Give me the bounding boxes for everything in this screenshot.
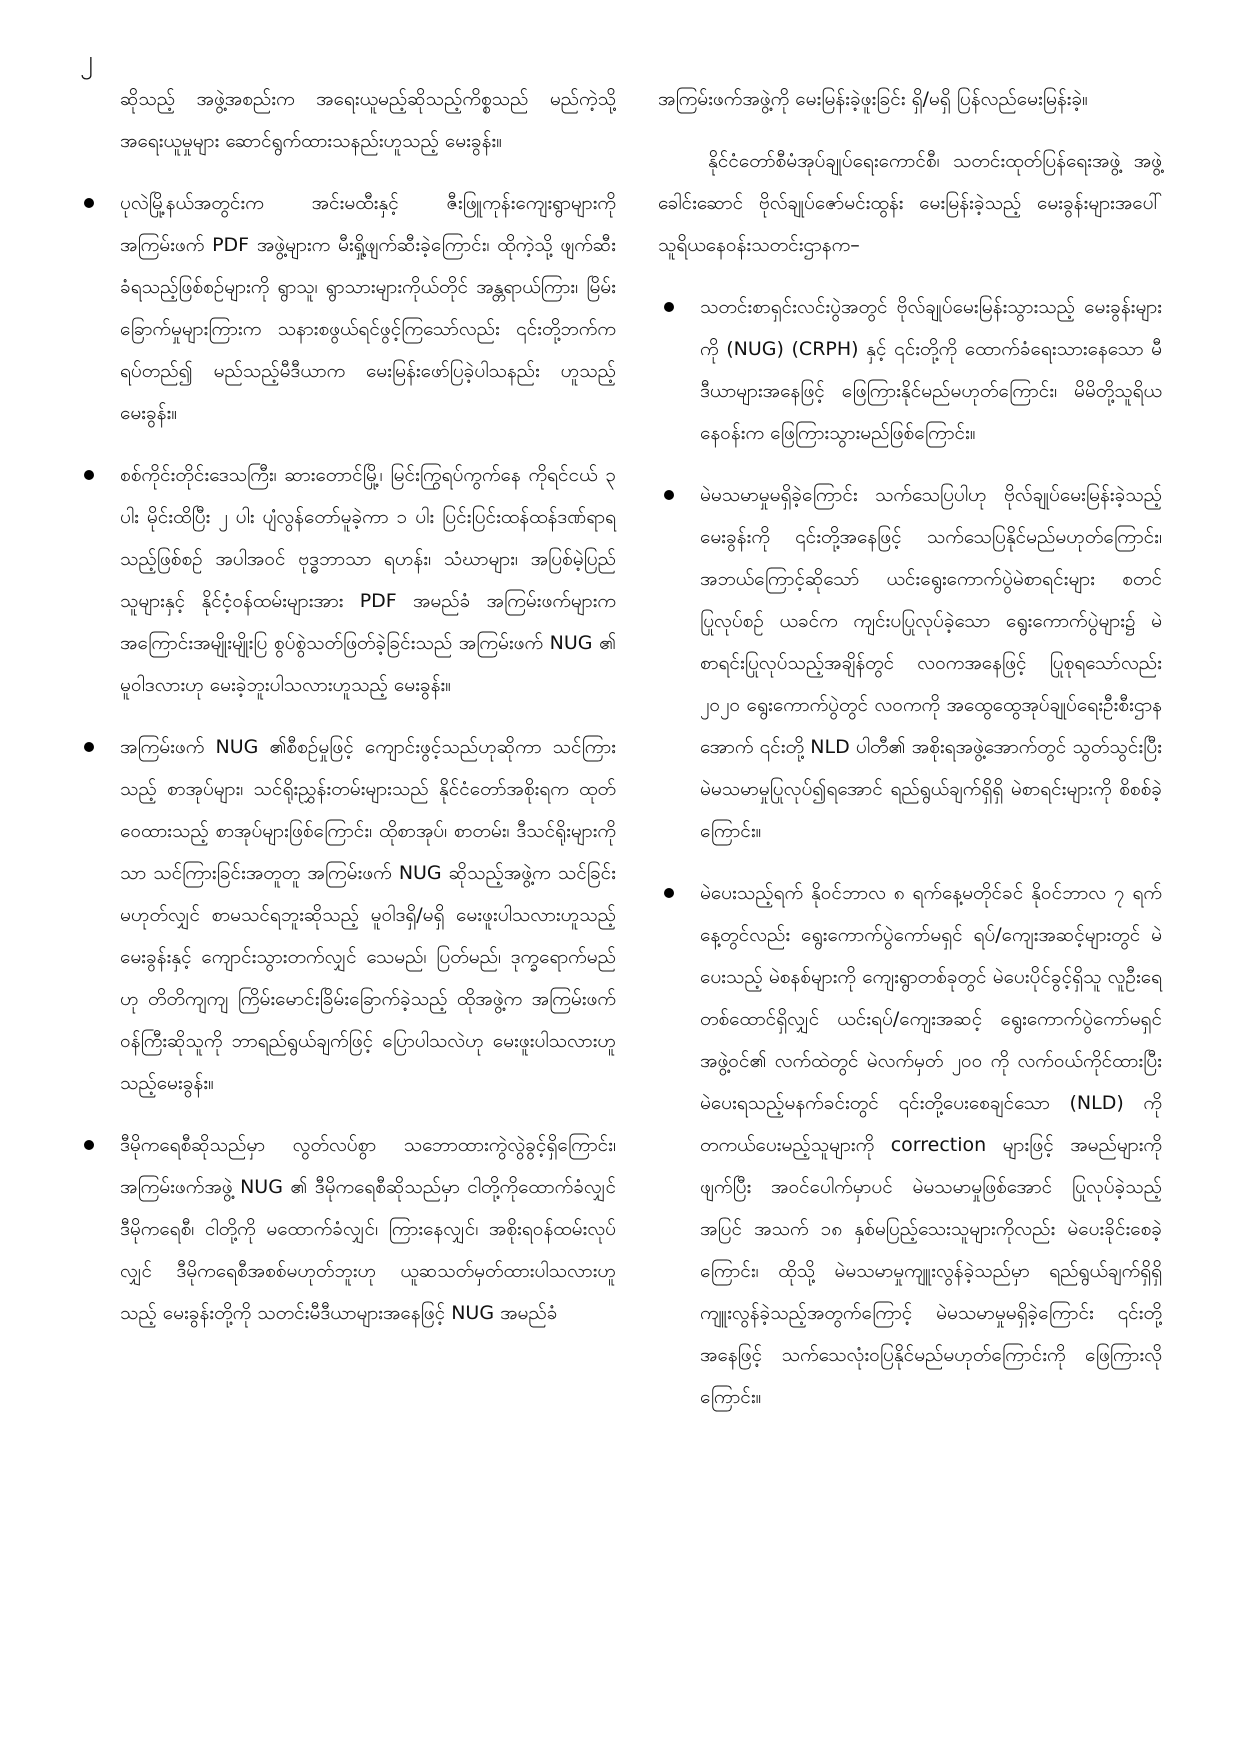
bullet-text: ဒီမိုကရေစီဆိုသည်မှာ လွတ်လပ်စွာ သဘောထားကွဲလွဲခွင့်ရှိကြောင်း၊ အကြမ်းဖက်အဖွဲ့ NUG ၏ ဒီမိုကရေစီဆိုသည်မှာ ငါတို့ကိုထောက်ခံလျှင် ဒီမိုကရေစီ၊ ငါတို့ကို မထောက်ခံလျှင်၊ ကြားနေလျှင်၊ အစိုးရဝန်ထမ်းလုပ်လျှင် ဒီမိုကရေစီအစစ်မဟုတ်ဘူးဟု ယူဆသတ်မှတ်ထားပါသလားဟူသည့် မေးခွန်းတို့ကို သတင်းမီဒီယာများအနေဖြင့် NUG အမည်ခံ [120, 1134, 616, 1324]
bullet-text: သတင်းစာရှင်းလင်းပွဲအတွင် ဗိုလ်ချုပ်မေးမြန်းသွားသည့် မေးခွန်းများကို (NUG) (CRPH) နှင့် ၎င်းတို့ကို ထောက်ခံရေးသားနေသော မီဒီယာများအနေဖြင့် ဖြေကြားနိုင်မည်မဟုတ်ကြောင်း၊ မိမိတို့သူရိယနေဝန်းက ဖြေကြားသွားမည်ဖြစ်ကြောင်း။ [700, 296, 1162, 444]
bullet-item [658, 286, 1162, 454]
bullet-text: အကြမ်းဖက် NUG ၏စီစဉ်မှုဖြင့် ကျောင်းဖွင့်သည်ဟုဆိုကာ သင်ကြားသည့် စာအုပ်များ၊ သင်ရိုးညွှန်းတမ်းများသည် နိုင်ငံတော်အစိုးရက ထုတ်ဝေထားသည့် စာအုပ်များဖြစ်ကြောင်း၊ ထိုစာအုပ်၊ စာတမ်း၊ ဒီသင်ရိုးများကိုသာ သင်ကြားခြင်းအတူတူ အကြမ်းဖက် NUG ဆိုသည့်အဖွဲ့က သင်ခြင်းမဟုတ်လျှင် စာမသင်ရဘူးဆိုသည့် မူဝါဒရှိ/မရှိ မေးဖူးပါသလားဟူသည့်မေးခွန်းနှင့် ကျောင်းသွားတက်လျှင် သေမည်၊ ပြတ်မည်၊ ဒုက္ခရောက်မည်ဟု တိတိကျကျ ကြိမ်းမောင်းခြိမ်းခြောက်ခဲ့သည့် ထိုအဖွဲ့က အကြမ်းဖက်ဝန်ကြီးဆိုသူကို ဘာရည်ရွယ်ချက်ဖြင့် ပြောပါသလဲဟု မေးဖူးပါသလားဟူသည့်မေးခွန်း။ [120, 736, 616, 1094]
right-body-paragraph: နိုင်ငံတော်စီမံအုပ်ချုပ်ရေးကောင်စီ၊ သတင်းထုတ်ပြန်ရေးအဖွဲ့ အဖွဲ့ခေါင်းဆောင် ဗိုလ်ချုပ်ဇော်မင်းထွန်း မေးမြန်းခဲ့သည့် မေးခွန်းများအပေါ် သူရိယနေဝန်းသတင်းဌာနက– [658, 150, 1162, 256]
bullet-dot-icon [84, 470, 94, 480]
bullet-dot-icon [84, 742, 94, 752]
bullet-item [78, 1124, 616, 1334]
bullet-item [658, 872, 1162, 1418]
bullet-dot-icon [84, 1140, 94, 1150]
bullet-text: စစ်ကိုင်းတိုင်းဒေသကြီး၊ ဆားတောင်မြို့၊ မြင်းကြွရပ်ကွက်နေ ကိုရင်ငယ် ၃ ပါး မိုင်းထိပြီး ၂ ပါး ပျံလွန်တော်မူခဲ့ကာ ၁ ပါး ပြင်းပြင်းထန်ထန်ဒဏ်ရာရသည့်ဖြစ်စဉ် အပါအဝင် ဗုဒ္ဓဘာသာ ရဟန်း၊ သံဃာများ၊ အပြစ်မဲ့ပြည်သူများနှင့် နိုင်ငံ့ဝန်ထမ်းများအား PDF အမည်ခံ အကြမ်းဖက်များက အကြောင်းအမျိုးမျိုးပြ စွပ်စွဲသတ်ဖြတ်ခဲ့ခြင်းသည် အကြမ်းဖက် NUG ၏ မူဝါဒလားဟု မေးခဲ့ဘူးပါသလားဟူသည့် မေးခွန်း။ [120, 464, 616, 696]
bullet-item [78, 454, 616, 706]
bullet-item [78, 726, 616, 1104]
right-column [658, 78, 1162, 1438]
bullet-text: မဲပေးသည့်ရက် နိုဝင်ဘာလ ၈ ရက်နေ့မတိုင်ခင် နိုဝင်ဘာလ ၇ ရက်နေ့တွင်လည်း ရွေးကောက်ပွဲကော်မရှင် ရပ်/ကျေးအဆင့်များတွင် မဲပေးသည့် မဲစနစ်များကို ကျေးရွာတစ်ခုတွင် မဲပေးပိုင်ခွင့်ရှိသူ လူဦးရေတစ်ထောင်ရှိလျှင် ယင်းရပ်/ကျေးအဆင့် ရွေးကောက်ပွဲကော်မရှင်အဖွဲ့ဝင်၏ လက်ထဲတွင် မဲလက်မှတ် ၂၀၀ ကို လက်ဝယ်ကိုင်ထားပြီး မဲပေးရသည့်မနက်ခင်းတွင် ၎င်းတို့ပေးစေချင်သော (NLD) ကို တကယ်ပေးမည့်သူများကို correction များဖြင့် အမည်များကိုဖျက်ပြီး အဝင်ပေါက်မှာပင် မဲမသမာမှုဖြစ်အောင် ပြုလုပ်ခဲ့သည့်အပြင် အသက် ၁၈ နှစ်မပြည့်သေးသူများကိုလည်း မဲပေးခိုင်းစေခဲ့ကြောင်း၊ ထိုသို့ မဲမသမာမှုကျူးလွန်ခဲ့သည်မှာ ရည်ရွယ်ချက်ရှိရှိ ကျူးလွန်ခဲ့သည့်အတွက်ကြောင့် မဲမသမာမှုမရှိခဲ့ကြောင်း ၎င်းတို့အနေဖြင့် သက်သေလုံးဝပြနိုင်မည်မဟုတ်ကြောင်းကို ဖြေကြားလိုကြောင်း။ [700, 882, 1162, 1408]
bullet-item [658, 474, 1162, 852]
right-intro-paragraph: အကြမ်းဖက်အဖွဲ့ကို မေးမြန်းခဲ့ဖူးခြင်း ရှိ/မရှိ ပြန်လည်မေးမြန်းခဲ့။ [658, 88, 1088, 110]
left-column [78, 78, 616, 1354]
bullet-text: ပုလဲမြို့နယ်အတွင်းက အင်းမထီးနှင့် ဇီးဖြူကုန်းကျေးရွာများကို အကြမ်းဖက် PDF အဖွဲ့များက မီးရှို့ဖျက်ဆီးခဲ့ကြောင်း၊ ထိုကဲ့သို့ ဖျက်ဆီးခံရသည့်ဖြစ်စဉ်များကို ရွာသူ၊ ရွာသားများကိုယ်တိုင် အန္တရာယ်ကြား၊ မြိမ်းခြောက်မှုများကြားက သနားစဖွယ်ရင်ဖွင့်ကြသော်လည်း ၎င်းတို့ဘက်ကရပ်တည်၍ မည်သည့်မီဒီယာက မေးမြန်းဖော်ပြခဲ့ပါသနည်း ဟူသည့်မေးခွန်း။ [120, 192, 616, 424]
bullet-item [78, 182, 616, 434]
page-number: ၂ [80, 45, 93, 75]
left-intro-paragraph: ဆိုသည့် အဖွဲ့အစည်းက အရေးယူမည့်ဆိုသည့်ကိစ္စသည် မည်ကဲ့သို့အရေးယူမှုများ ဆောင်ရွက်ထားသနည်းဟူသည့် မေးခွန်း။ [120, 88, 616, 152]
bullet-dot-icon [664, 888, 674, 898]
bullet-dot-icon [664, 302, 674, 312]
bullet-dot-icon [664, 490, 674, 500]
bullet-text: မဲမသမာမှုမရှိခဲ့ကြောင်း သက်သေပြပါဟု ဗိုလ်ချုပ်မေးမြန်းခဲ့သည့်မေးခွန်းကို ၎င်းတို့အနေဖြင့် သက်သေပြနိုင်မည်မဟုတ်ကြောင်း၊ အဘယ်ကြောင့်ဆိုသော် ယင်းရွေးကောက်ပွဲမဲစာရင်းများ စတင်ပြုလုပ်စဉ် ယခင်က ကျင်းပပြုလုပ်ခဲ့သော ရွေးကောက်ပွဲများ၌ မဲစာရင်းပြုလုပ်သည့်အချိန်တွင် လဝကအနေဖြင့် ပြုစုရသော်လည်း ၂၀၂၀ ရွေးကောက်ပွဲတွင် လဝကကို အထွေထွေအုပ်ချုပ်ရေးဦးစီးဌာနအောက် ၎င်းတို့ NLD ပါတီ၏ အစိုးရအဖွဲ့အောက်တွင် သွတ်သွင်းပြီး မဲမသမာမှုပြုလုပ်၍ရအောင် ရည်ရွယ်ချက်ရှိရှိ မဲစာရင်းများကို စိစစ်ခဲ့ကြောင်း။ [700, 484, 1162, 842]
bullet-dot-icon [84, 198, 94, 208]
